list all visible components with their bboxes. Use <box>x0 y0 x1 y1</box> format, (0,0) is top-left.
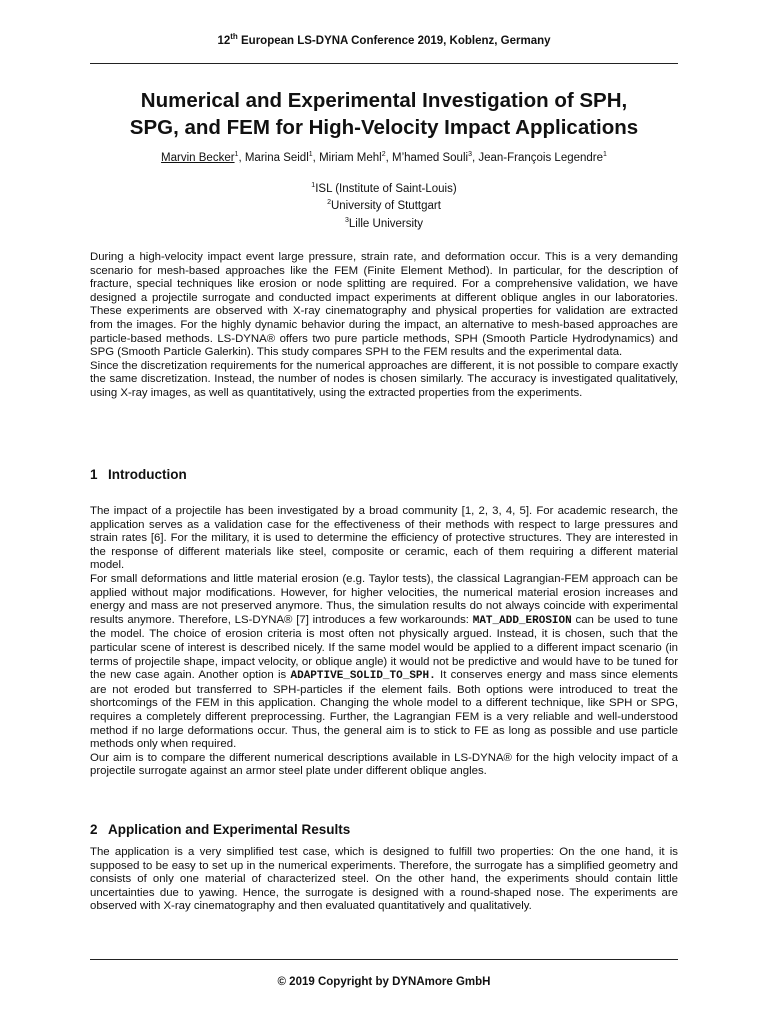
affiliation-name: Lille University <box>348 217 424 230</box>
author-list: Marvin Becker$^1$, Marina Seidl$^1$, Miriam Mehl$^2$, M’hamed Souli$^3$, Jean-François Legendre$^1$ <box>161 151 607 164</box>
keyword-code: MAT_ADD_EROSION <box>472 614 572 627</box>
keyword-code: ADAPTIVE_SOLID_TO_SPH. <box>290 670 436 683</box>
body-text: can be used to tune the model. The choice of erosion criteria is most often not physically argued. Instead, it is chosen, such that the particular scene of interest is described nicely. If the same model would be applied to a different impact scenario (in terms of projectile shape, impact velocity, or oblique angle) it would not be predictive and would have to be tuned for the new case again. Another option is <box>90 613 678 682</box>
affiliation-item <box>90 196 678 213</box>
affiliation-number: 1 <box>311 182 316 189</box>
section-heading-introduction <box>90 467 187 482</box>
author-affiliation-mark: 1 <box>603 151 607 158</box>
paper-title <box>90 87 678 141</box>
affiliation-name: ISL (Institute of Saint-Louis) <box>315 182 457 195</box>
author-name: Marvin Becker <box>161 151 235 164</box>
affiliation-number: 3 <box>344 216 349 224</box>
abstract <box>90 251 678 401</box>
body-paragraph: The impact of a projectile has been investigated by a broad community [1, 2, 3, 4, 5]. For academic research, the application serves as a validation case for the effectiveness of their methods with respect to large pressures and strain rates [6]. For the military, it is used to determine the efficiency of protective structures. They are interested in the response of different materials like steel, composite or ceramic, each of them requiring a different material model. <box>90 505 678 572</box>
author-affiliation-mark: 1 <box>234 151 239 158</box>
author-name: Jean-François Legendre <box>478 151 604 164</box>
abstract-paragraph: During a high-velocity impact event large pressure, strain rate, and deformation occur. This is a very demanding scenario for mesh-based approaches like the FEM (Finite Element Method). In particular, for the description of fracture, special techniques like erosion or node splitting are required. For a comprehensive validation, we have designed a projectile surrogate and conducted impact experiments at different oblique angles in our laboratories. These experiments are observed with X-ray cinematography and physical properties for validation are extracted from the images. For the highly dynamic behavior during the impact, an alternative to mesh-based approaches are particle-based methods. LS-DYNA® offers two pure particle methods, SPH (Smooth Particle Hydrodynamics) and SPG (Smooth Particle Galerkin). This study compares SPH to the FEM results and the experimental data. <box>90 251 678 359</box>
author-affiliation-mark: 2 <box>381 151 386 158</box>
abstract-paragraph: Since the discretization requirements for the numerical approaches are different, it is not possible to compare exactly the same discretization. Instead, the number of nodes is chosen similarly. The accuracy is investigated qualitatively, using X-ray images, as well as quantitatively, using the extracted properties from the experiments. <box>90 359 678 399</box>
title-line-1: Numerical and Experimental Investigation of SPH, <box>140 89 628 112</box>
author-affiliation-mark: 3 <box>468 151 472 158</box>
author-name: Marina Seidl <box>244 151 309 164</box>
header-divider <box>90 63 678 64</box>
author-name: M’hamed Souli <box>391 151 469 164</box>
section-number: 1 <box>90 467 98 482</box>
body-text: It conserves energy and mass since elements are not eroded but transferred to SPH-particles if the element fails. Both options were introduced to treat the shortcomings of the FEM in this application. Changing the whole model to a different technique, like SPH or SPG, requires a completely different preprocessing. Further, the Lagrangian FEM is a very reliable and well-understood method if no large deformations occur. Thus, the general aim is to stick to FE as long as possible and use particle methods only when required. <box>90 669 678 751</box>
conference-name: European LS-DYNA Conference 2019, Koblenz, Germany <box>237 34 551 47</box>
body-paragraph: The application is a very simplified test case, which is designed to fulfill two properties: On the one hand, it is supposed to be easy to set up in the numerical experiments. Therefore, the surrogate has a simplified geometry and consists of only one material of characterized steel. On the other hand, the experiments should contain little uncertainties due to yawing. Hence, the surrogate is designed with a round-shaped nose. The experiments are observed with X-ray cinematography and then evaluated quantitatively and qualitatively. <box>90 846 678 913</box>
section-title: Introduction <box>108 467 187 482</box>
body-text: For small deformations and little material erosion (e.g. Taylor tests), the classical Lagrangian-FEM approach can be applied without major modifications. However, for higher velocities, the numerical material erosion increases and energy and mass are not preserved anymore. Thus, the simulation results do not always coincide with experimental results anymore. Therefore, LS-DYNA® [7] introduces a few workarounds: <box>90 572 678 626</box>
footer-divider <box>90 959 678 960</box>
section-number: 2 <box>90 822 98 837</box>
author-name: Miriam Mehl <box>319 151 382 164</box>
affiliation-item <box>90 214 678 231</box>
application-body <box>90 846 678 914</box>
title-line-2: SPG, and FEM for High-Velocity Impact Applications <box>129 116 639 139</box>
affiliation-list <box>90 179 678 231</box>
section-title: Application and Experimental Results <box>108 822 351 837</box>
affiliation-number: 2 <box>327 199 331 207</box>
body-paragraph <box>90 573 678 752</box>
conference-ordinal-suffix: th <box>230 32 238 41</box>
copyright-footer: © 2019 Copyright by DYNAmore GmbH <box>277 976 491 988</box>
affiliation-item <box>90 179 678 196</box>
body-paragraph: Our aim is to compare the different numerical descriptions available in LS-DYNA® for the high velocity impact of a projectile surrogate against an armor steel plate under different oblique angles. <box>90 751 678 778</box>
section-heading-application <box>90 822 350 837</box>
conference-header <box>90 32 678 47</box>
introduction-body <box>90 505 678 779</box>
author-affiliation-mark: 1 <box>308 151 313 158</box>
affiliation-name: University of Stuttgart <box>330 200 441 213</box>
conference-ordinal: 12 <box>217 34 231 47</box>
